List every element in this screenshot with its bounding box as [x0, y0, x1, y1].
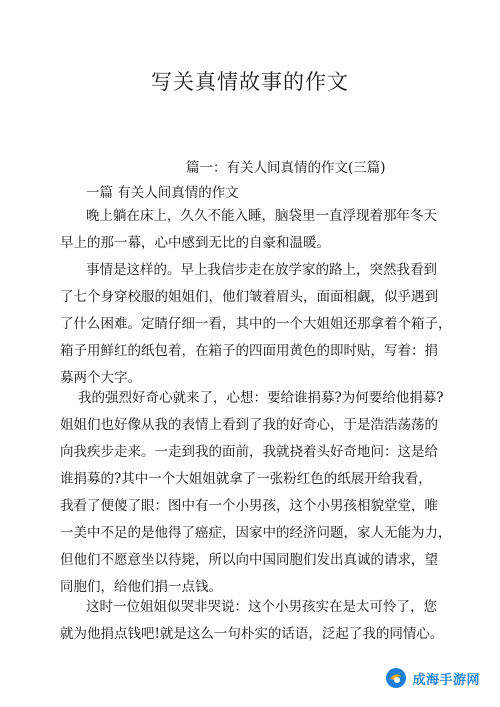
paragraph-line: 早上的那一幕，心中感到无比的自豪和温暖。: [60, 235, 330, 251]
paragraph: [60, 594, 450, 648]
paragraph-line: 姐姐们也好像从我的表情上看到了我的好奇心，于是浩浩荡荡的: [60, 417, 438, 433]
paragraph: [60, 203, 450, 257]
watermark-text: 成海手游网: [412, 672, 480, 688]
paragraph-line: 同胞们，给他们捐一点钱。: [60, 579, 222, 595]
paragraph-line: 谁捐募的?其中一个大姐姐就拿了一张粉红色的纸展开给我看，: [60, 471, 432, 487]
paragraph: [60, 257, 450, 392]
paragraph-line: 向我疾步走来。一走到我的面前，我就挠着头好奇地问：这是给: [60, 444, 438, 460]
sub-heading: 一篇 有关人间真情的作文: [86, 185, 239, 201]
paragraph-line: 箱子用鲜红的纸包着，在箱子的四面用黄色的即时贴，写着：捐: [60, 343, 438, 359]
paragraph-line: 募两个大字。: [60, 370, 141, 386]
paragraph-line: 我的强烈好奇心就来了，心想：要给谁捐募?为何要给他捐募?: [78, 390, 444, 406]
paragraph-line: 一美中不足的是他得了癌症，因家中的经济问题，家人无能为力，: [60, 525, 452, 541]
paragraph-line: 我看了便傻了眼：图中有一个小男孩，这个小男孩相貌堂堂，唯: [60, 498, 438, 514]
document-title: 写关真情故事的作文: [151, 70, 349, 94]
paragraph-line: 就为他捐点钱吧!就是这么一句朴实的话语，泛起了我的同情心。: [60, 626, 444, 642]
paragraph-line: 了什么困难。定睛仔细一看，其中的一个大姐姐还那拿着个箱子，: [60, 316, 452, 332]
section-heading: 篇一：有关人间真情的作文(三篇): [186, 160, 386, 176]
paragraph-line: 事情是这样的。早上我信步走在放学家的路上，突然我看到: [86, 262, 437, 278]
brand-logo-icon: [385, 667, 407, 689]
paragraph-line: 这时一位姐姐似哭非哭说：这个小男孩实在是太可怜了，您: [86, 599, 437, 615]
paragraph: [60, 385, 450, 601]
paragraph-line: 了七个身穿校服的姐姐们，他们皱着眉头，面面相觑，似乎遇到: [60, 289, 438, 305]
paragraph-line: 但他们不愿意坐以待毙，所以向中国同胞们发出真诚的请求，望: [60, 552, 438, 568]
watermark-logo: [381, 663, 488, 693]
paragraph-line: 晚上躺在床上，久久不能入睡，脑袋里一直浮现着那年冬天: [86, 208, 437, 224]
